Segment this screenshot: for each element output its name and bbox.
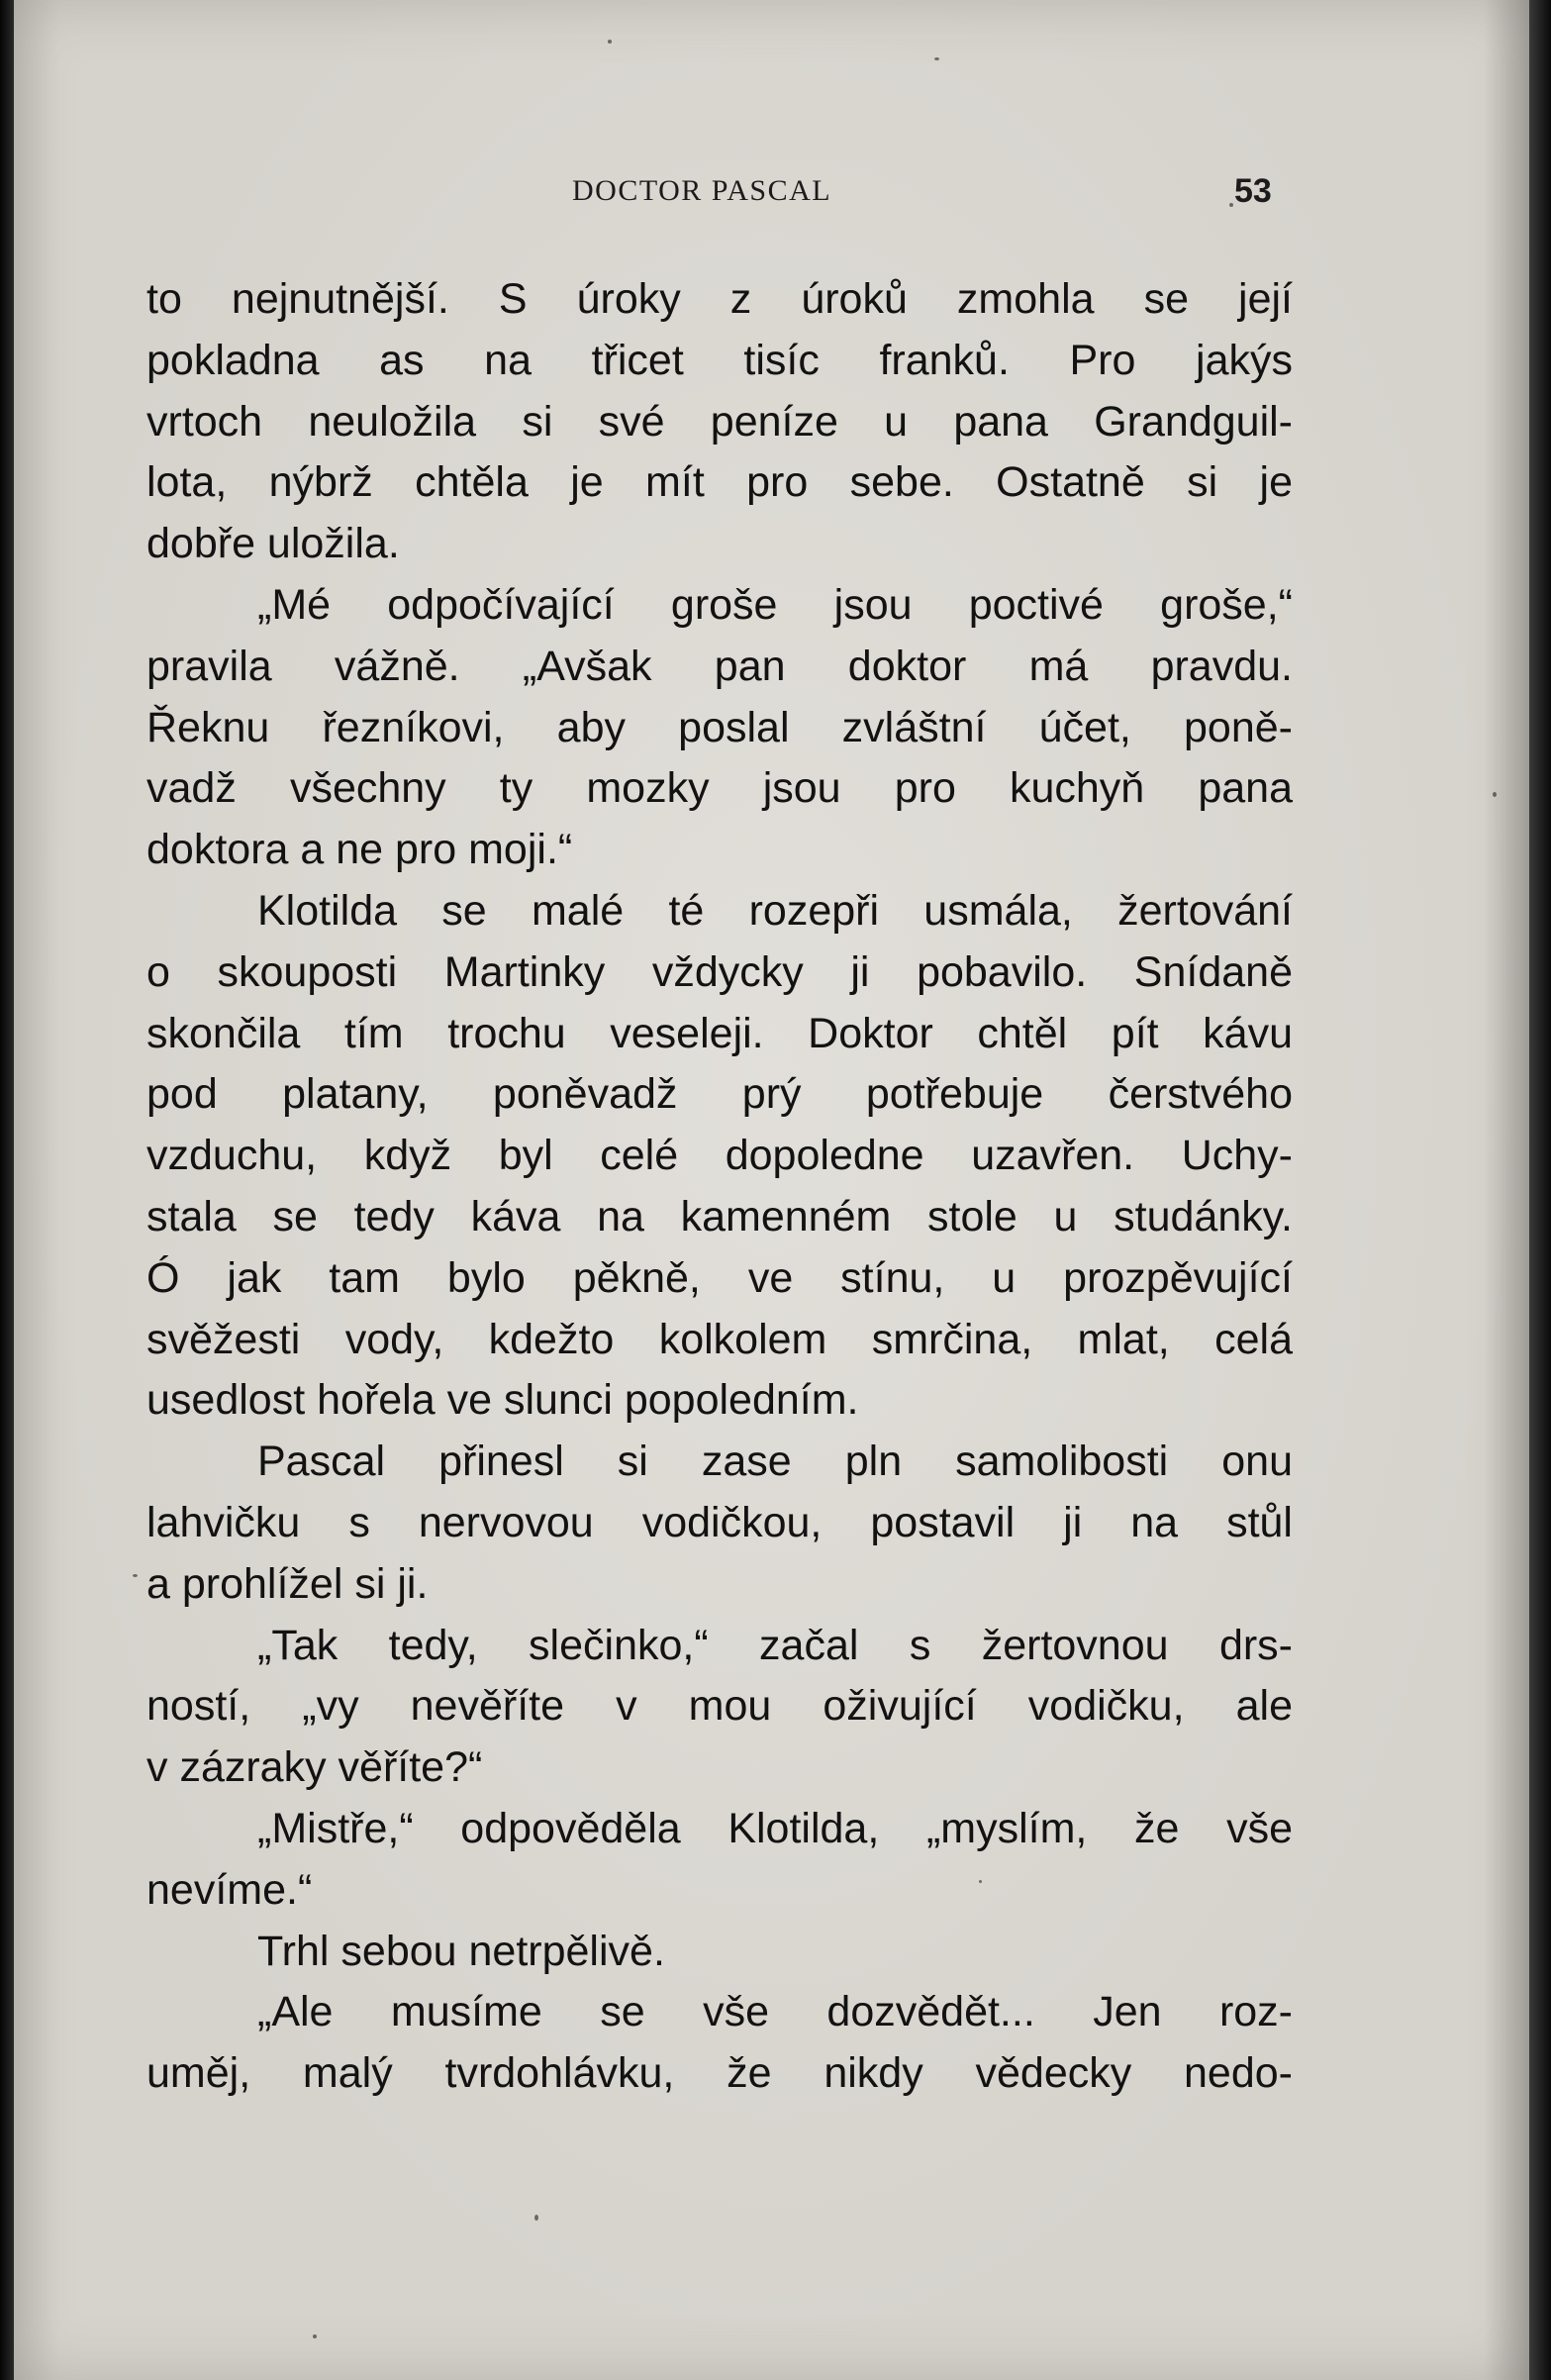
text-line: pokladna as na třicet tisíc franků. Pro jakýs bbox=[146, 336, 1293, 384]
text-line: „Tak tedy, slečinko,“ začal s žertovnou drs- bbox=[257, 1621, 1293, 1669]
body-text bbox=[146, 269, 1293, 2105]
dust-speck bbox=[608, 40, 612, 44]
text-line: doktora a ne pro moji.“ bbox=[146, 826, 573, 874]
text-line: vadž všechny ty mozky jsou pro kuchyň pana bbox=[146, 764, 1293, 813]
text-line: Pascal přinesl si zase pln samolibosti onu bbox=[257, 1438, 1293, 1486]
dust-speck bbox=[313, 2334, 317, 2338]
text-line: lota, nýbrž chtěla je mít pro sebe. Ostatně si je bbox=[146, 458, 1293, 507]
scan-left-edge bbox=[0, 0, 14, 2380]
text-line: v zázraky věříte?“ bbox=[146, 1743, 483, 1792]
text-line: vzduchu, když byl celé dopoledne uzavřen. Uchy- bbox=[146, 1132, 1293, 1180]
text-line: „Ale musíme se vše dozvědět... Jen roz- bbox=[257, 1988, 1293, 2036]
text-line: Ó jak tam bylo pěkně, ve stínu, u prozpěvující bbox=[146, 1253, 1293, 1302]
text-line: nevíme.“ bbox=[146, 1865, 313, 1914]
text-line: o skouposti Martinky vždycky ji pobavilo. Snídaně bbox=[146, 947, 1293, 996]
text-line: dobře uložila. bbox=[146, 520, 400, 568]
text-line: pravila vážně. „Avšak pan doktor má pravdu. bbox=[146, 642, 1293, 690]
text-line: Trhl sebou netrpělivě. bbox=[257, 1927, 665, 1975]
running-title: DOCTOR PASCAL bbox=[572, 174, 832, 207]
dust-speck bbox=[1493, 792, 1497, 797]
text-line: Řeknu řezníkovi, aby poslal zvláštní účet, poně- bbox=[146, 703, 1293, 751]
text-line: Klotilda se malé té rozepři usmála, žertování bbox=[257, 886, 1293, 935]
text-line: skončila tím trochu veseleji. Doktor chtěl pít kávu bbox=[146, 1009, 1293, 1057]
page-header bbox=[0, 174, 1551, 214]
text-line: ností, „vy nevěříte v mou oživující vodičku, ale bbox=[146, 1682, 1293, 1731]
text-line: to nejnutnější. S úroky z úroků zmohla se její bbox=[146, 275, 1293, 323]
text-line: „Mé odpočívající groše jsou poctivé groše,“ bbox=[257, 580, 1293, 629]
text-line: vrtoch neuložila si své peníze u pana Grandguil- bbox=[146, 397, 1293, 446]
dust-speck bbox=[534, 2215, 538, 2221]
text-line: svěžesti vody, kdežto kolkolem smrčina, mlat, celá bbox=[146, 1315, 1293, 1363]
text-line: „Mistře,“ odpověděla Klotilda, „myslím, že vše bbox=[257, 1804, 1293, 1852]
text-line: lahvičku s nervovou vodičkou, postavil ji na stůl bbox=[146, 1498, 1293, 1546]
dust-speck bbox=[133, 1574, 138, 1577]
text-line: pod platany, poněvadž prý potřebuje čerstvého bbox=[146, 1070, 1293, 1119]
text-line: uměj, malý tvrdohlávku, že nikdy vědecky nedo- bbox=[146, 2049, 1293, 2098]
text-line: stala se tedy káva na kamenném stole u studánky. bbox=[146, 1192, 1293, 1240]
page-number: 53 bbox=[1234, 172, 1272, 210]
dust-speck bbox=[934, 57, 939, 60]
scan-right-edge bbox=[1529, 0, 1551, 2380]
text-line: usedlost hořela ve slunci popoledním. bbox=[146, 1376, 859, 1425]
text-line: a prohlížel si ji. bbox=[146, 1559, 429, 1608]
